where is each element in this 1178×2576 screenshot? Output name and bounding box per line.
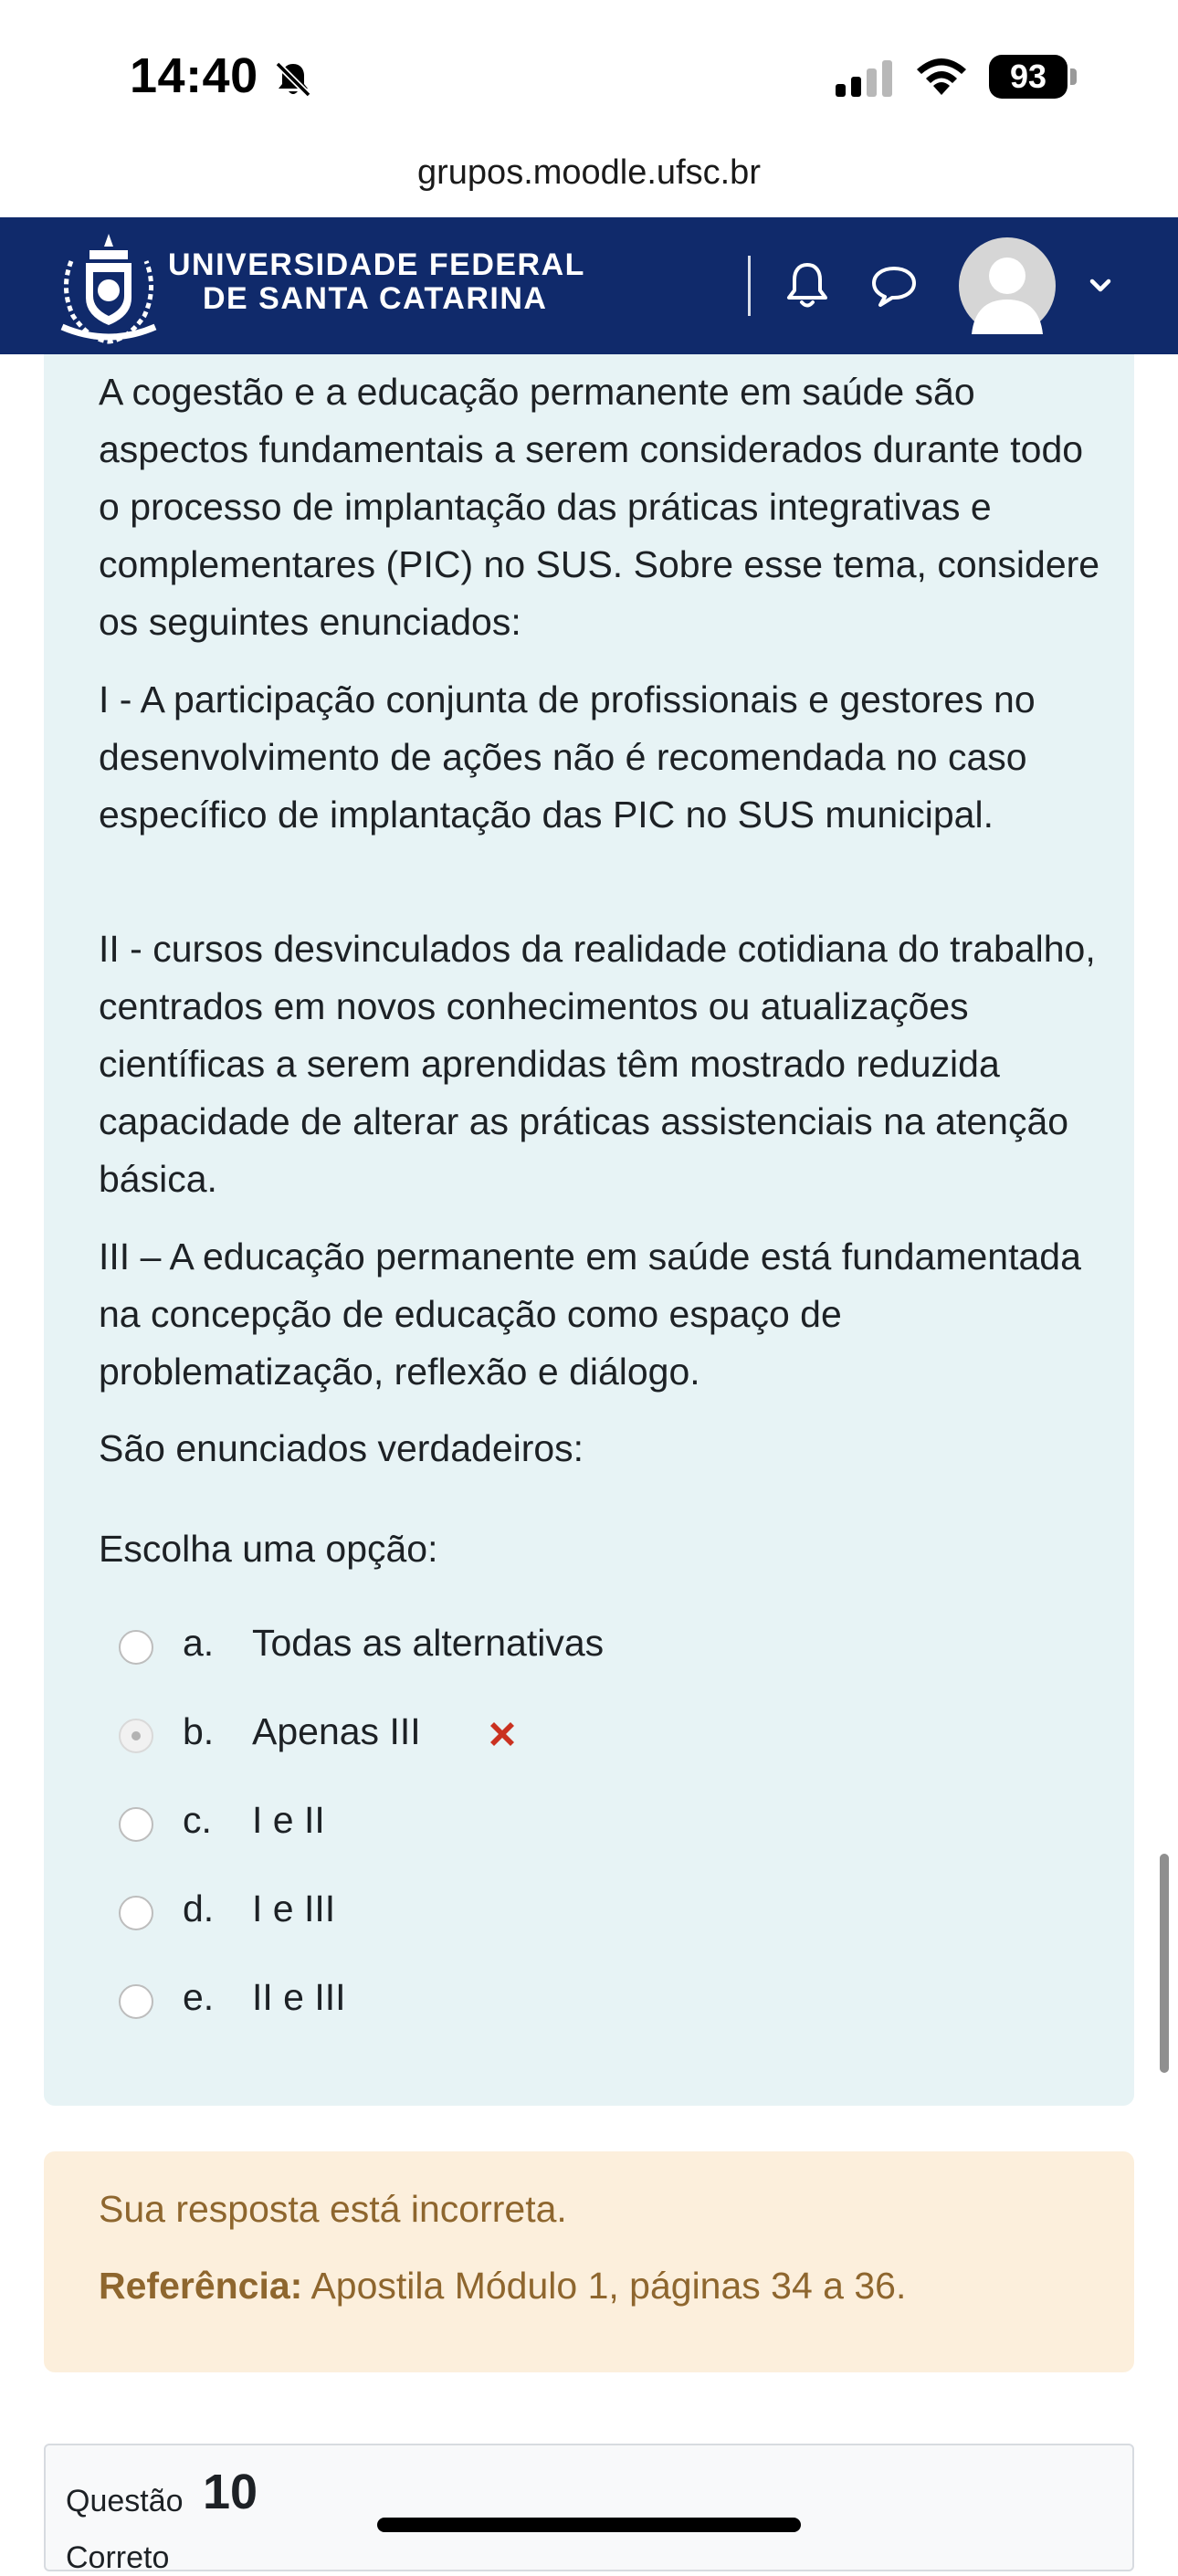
- wifi-icon: [913, 55, 970, 97]
- header-divider: [748, 256, 751, 316]
- statement-iii: III – A educação permanente em saúde está fundamentada na concepção de educação como espaço de problematização, reflexão e diálogo.: [99, 1235, 1081, 1393]
- user-avatar[interactable]: [959, 237, 1056, 334]
- option-letter: c.: [183, 1799, 212, 1841]
- next-question-card: [44, 2444, 1134, 2575]
- answer-option-a[interactable]: [110, 1613, 931, 1677]
- statement-ii: II - cursos desvinculados da realidade cotidiana do trabalho, centrados em novos conhecimentos ou atualizações científicas a serem aprendidas têm mostrado reduzida capacidade de alterar as práticas assistenciais na atenção básica.: [99, 928, 1096, 1200]
- statement-i: I - A participação conjunta de profissionais e gestores no desenvolvimento de ações não é recomendada no caso específico de implantação das PIC no SUS municipal.: [99, 678, 1036, 836]
- option-text: I e II: [252, 1799, 325, 1841]
- answer-option-d[interactable]: [110, 1878, 931, 1942]
- reference-label: Referência:: [99, 2265, 303, 2307]
- question-label: Questão: [66, 2484, 184, 2518]
- site-header: [0, 217, 1178, 354]
- home-indicator[interactable]: [377, 2518, 801, 2532]
- answer-option-c[interactable]: [110, 1790, 931, 1854]
- option-letter: b.: [183, 1710, 215, 1752]
- option-text: Apenas III: [252, 1710, 421, 1752]
- option-letter: d.: [183, 1887, 215, 1929]
- question-formulation: [44, 354, 1134, 2106]
- answer-option-e[interactable]: [110, 1967, 931, 2031]
- question-status: Correto: [66, 2540, 170, 2575]
- answer-feedback: [44, 2151, 1134, 2372]
- page-scrollbar[interactable]: [1160, 1854, 1169, 2073]
- question-ask: São enunciados verdadeiros:: [99, 1427, 584, 1469]
- answer-option-b[interactable]: [110, 1701, 931, 1765]
- question-intro: A cogestão e a educação permanente em saúde são aspectos fundamentais a serem considerados durante todo o processo de implantação das práticas integrativas e complementares (PIC) no SUS. Sobre esse tema, considere os seguintes enunciados:: [99, 371, 1100, 643]
- status-time: 14:40: [130, 48, 258, 103]
- bell-muted-icon: [272, 58, 314, 100]
- answer-prompt: Escolha uma opção:: [99, 1528, 438, 1570]
- option-text: I e III: [252, 1887, 336, 1929]
- option-letter: a.: [183, 1622, 215, 1664]
- chevron-down-icon[interactable]: [1087, 272, 1114, 300]
- messages-icon[interactable]: [869, 263, 919, 309]
- feedback-reference: [99, 2265, 906, 2308]
- logo-text-line-1: UNIVERSIDADE FEDERAL: [168, 247, 585, 282]
- option-text: II e III: [252, 1976, 346, 2018]
- cellular-signal-icon: [834, 58, 896, 97]
- notification-bell-icon[interactable]: [782, 258, 833, 312]
- question-number: 10: [203, 2465, 258, 2519]
- battery-level: 93: [989, 55, 1068, 99]
- user-silhouette-icon: [959, 237, 1056, 334]
- reference-text: Apostila Módulo 1, páginas 34 a 36.: [302, 2265, 907, 2307]
- radio-button[interactable]: [119, 1807, 153, 1842]
- option-letter: e.: [183, 1976, 215, 2018]
- radio-button[interactable]: [119, 1896, 153, 1930]
- radio-button[interactable]: [119, 1630, 153, 1665]
- incorrect-x-icon: [484, 1716, 521, 1752]
- status-bar: [0, 0, 1178, 192]
- feedback-result: Sua resposta está incorreta.: [99, 2188, 567, 2230]
- battery-icon: [989, 55, 1077, 99]
- address-bar[interactable]: grupos.moodle.ufsc.br: [417, 153, 761, 192]
- logo-text-line-2: DE SANTA CATARINA: [203, 281, 548, 316]
- university-seal-icon[interactable]: [53, 225, 164, 347]
- radio-button[interactable]: [119, 1984, 153, 2019]
- radio-button-selected[interactable]: [119, 1719, 153, 1753]
- option-text: Todas as alternativas: [252, 1622, 605, 1664]
- battery-cap: [1070, 68, 1077, 85]
